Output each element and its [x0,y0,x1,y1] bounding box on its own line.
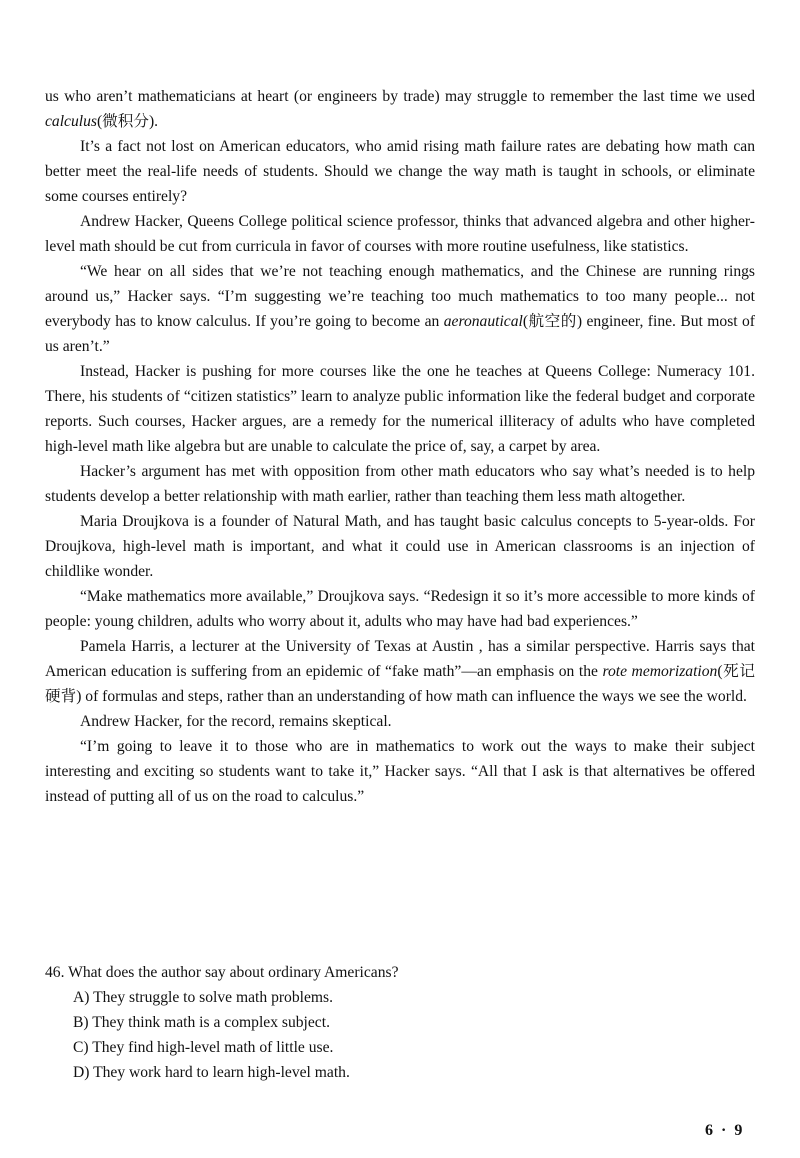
page-number: 6 · 9 [705,1122,745,1139]
paragraph-1: us who aren’t mathematicians at heart (or engineers by trade) may struggle to remember the last time we used calculus(微积分). [45,88,755,130]
paragraph-5: Instead, Hacker is pushing for more courses like the one he teaches at Queens College: Numeracy 101. There, his students of “citizen statistics” learn to analyze public information like the federal budget and corporate reports. Such courses, Hacker argues, are a remedy for the numerical illiteracy of adults who have completed high-level math like algebra but are unable to calculate the price of, say, a carpet by area. [45,363,755,455]
glossary-translation: (死记硬背) [45,663,755,705]
paragraph-8: “Make mathematics more available,” Droujkova says. “Redesign it so it’s more accessible to more kinds of people: young children, adults who worry about it, adults who may have had bad experiences.” [45,588,755,630]
paragraph-2: It’s a fact not lost on American educators, who amid rising math failure rates are debating how math can better meet the real-life needs of students. Should we change the way math is taught in schools, or eliminate some courses entirely? [45,138,755,205]
paragraph-11: “I’m going to leave it to those who are in mathematics to work out the ways to make their subject interesting and exciting so students want to take it,” Hacker says. “All that I ask is that alternatives be offered instead of putting all of us on the road to calculus.” [45,738,755,805]
paragraph-4: “We hear on all sides that we’re not teaching enough mathematics, and the Chinese are running rings around us,” Hacker says. “I’m suggesting we’re teaching too much mathematics to too many people... not everybody has to know calculus. If you’re going to become an aeronautical(航空的) engineer, fine. But most of us aren’t.” [45,263,755,355]
paragraph-6: Hacker’s argument has met with opposition from other math educators who say what’s needed is to help students develop a better relationship with math earlier, rather than teaching them less math altogether. [45,463,755,505]
glossary-translation: (微积分) [96,113,155,130]
glossary-term: calculus [45,113,97,130]
paragraph-7: Maria Droujkova is a founder of Natural Math, and has taught basic calculus concepts to 5-year-olds. For Droujkova, high-level math is important, and what it could use in American classrooms is an injection of childlike wonder. [45,513,755,580]
glossary-term: rote memorization [602,663,718,680]
question-46 [45,960,755,1085]
paragraph-3: Andrew Hacker, Queens College political science professor, thinks that advanced algebra and other higher-level math should be cut from curricula in favor of courses with more routine usefulness, like statistics. [45,213,755,255]
paragraph-9: Pamela Harris, a lecturer at the University of Texas at Austin , has a similar perspective. Harris says that American education is suffering from an epidemic of “fake math”—an emphasis on the rote memorization(死记硬背) of formulas and steps, rather than an understanding of how math can influence the ways we see the world. [45,638,755,705]
glossary-translation: (航空的) [522,313,583,330]
option-a: A) They struggle to solve math problems. [73,989,333,1006]
option-c: C) They find high-level math of little use. [73,1039,334,1056]
answer-options [45,985,755,1085]
glossary-term: aeronautical [443,313,523,330]
paragraph-10: Andrew Hacker, for the record, remains skeptical. [80,713,392,730]
question-stem: 46. What does the author say about ordinary Americans? [45,964,399,981]
option-d: D) They work hard to learn high-level math. [73,1064,350,1081]
option-b: B) They think math is a complex subject. [73,1014,330,1031]
reading-passage [45,84,755,809]
